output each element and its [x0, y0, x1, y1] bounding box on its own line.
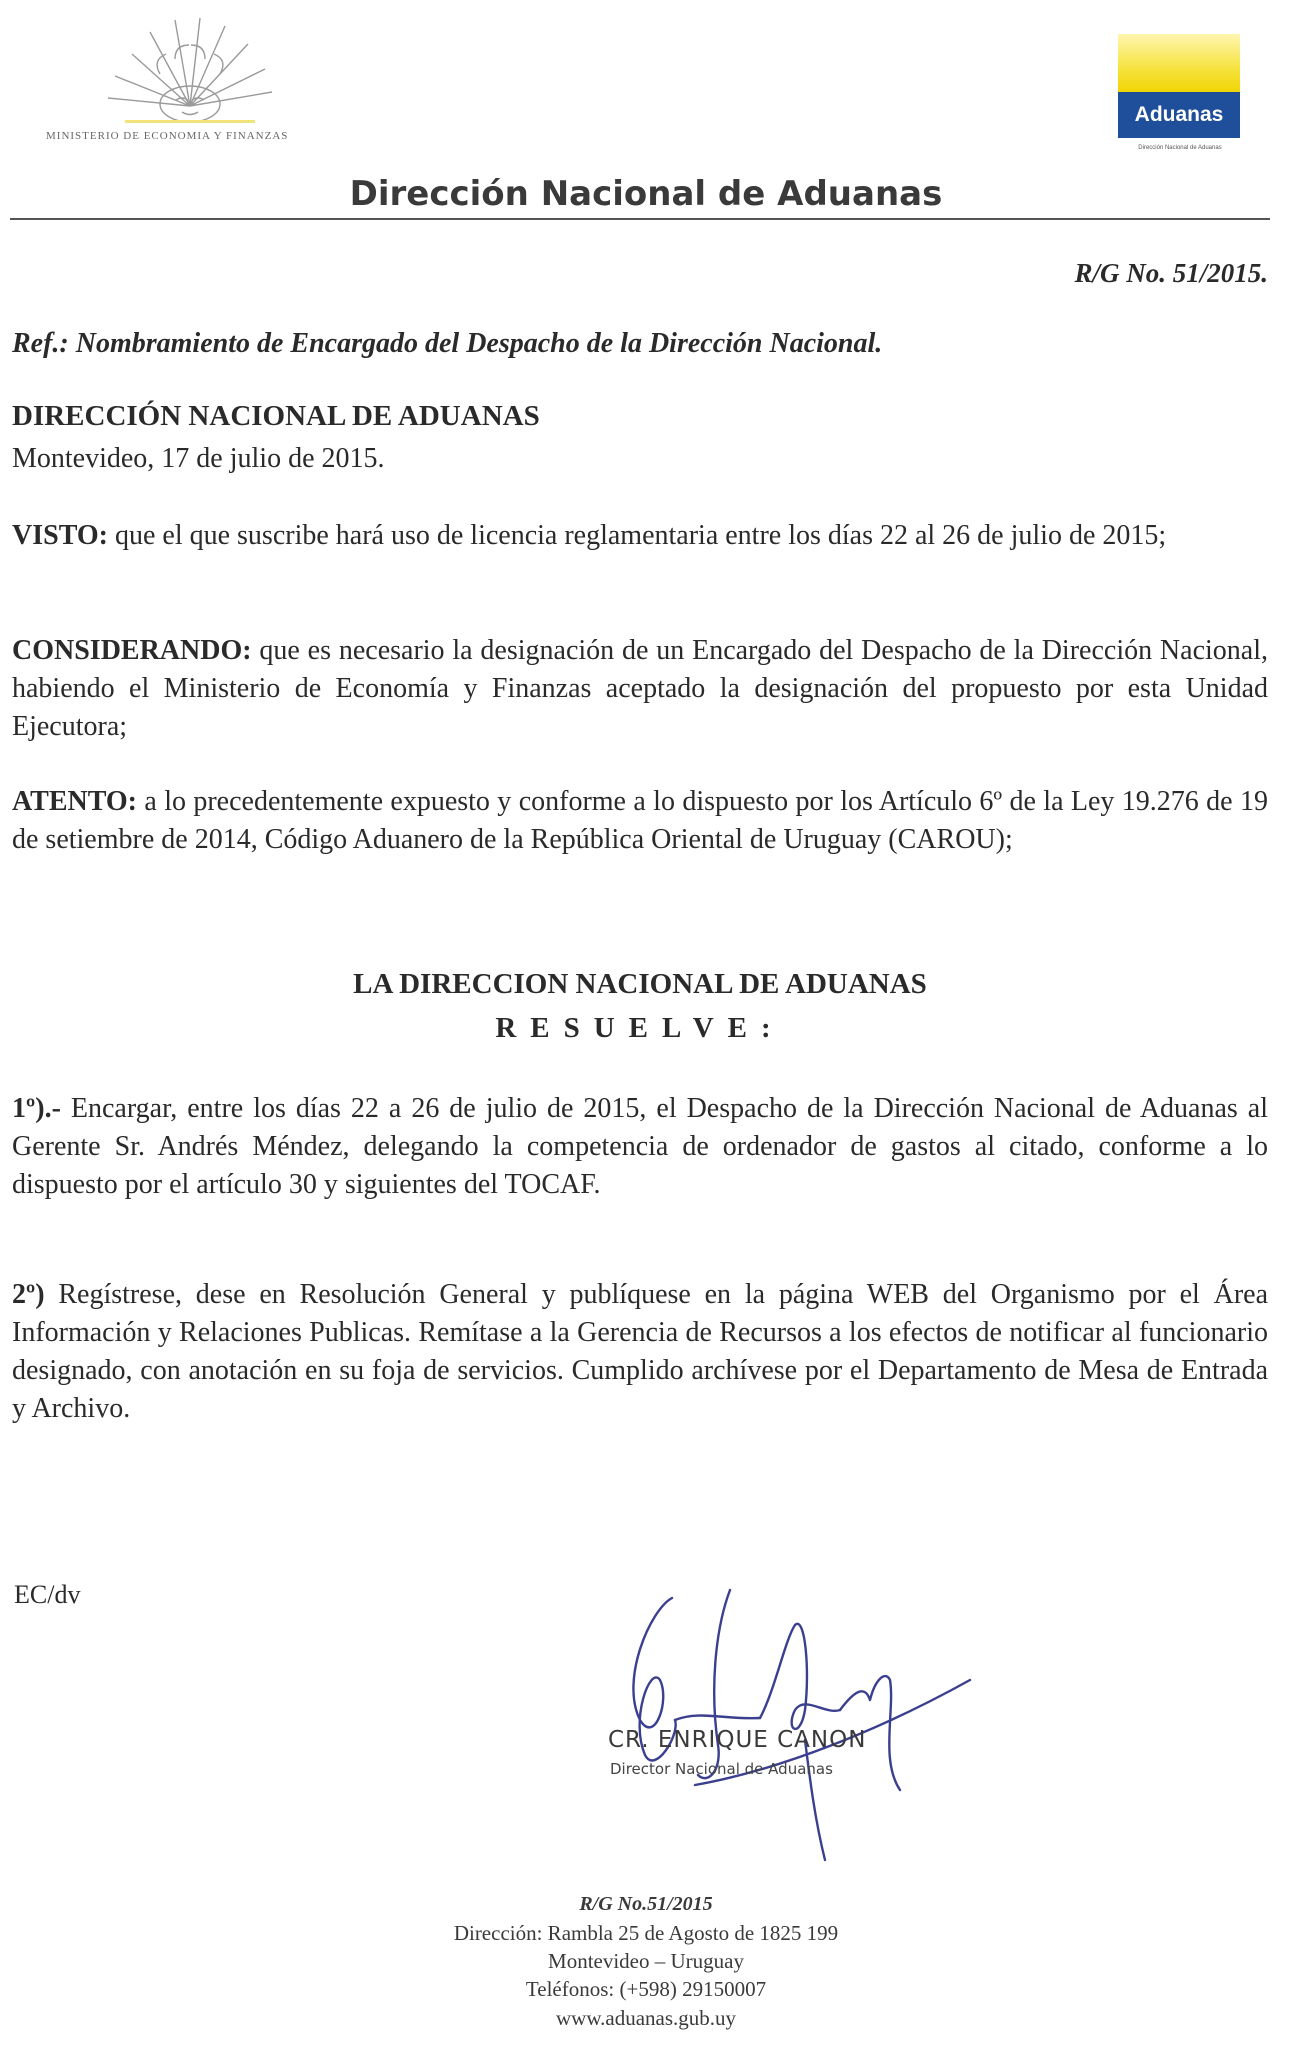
place-and-date: Montevideo, 17 de julio de 2015.: [12, 443, 385, 474]
ministry-sun-logo: [40, 14, 340, 144]
resolve-word: RESUELVE:: [495, 1012, 785, 1044]
handwritten-signature: [600, 1570, 980, 1870]
visto-paragraph: [12, 517, 1268, 555]
considerando-paragraph: [12, 632, 1268, 746]
article-2-text: Regístrese, dese en Resolución General y publíquese en la página WEB del Organismo por el Área Información y Relaciones Publicas. Remítase a la Gerencia de Recursos a los efectos de notificar al funcionario designado, con anotación en su foja de servicios. Cumplido archívese por el Departamento de Mesa de Entrada y Archivo.: [12, 1279, 1268, 1424]
issuer-heading: DIRECCIÓN NACIONAL DE ADUANAS: [12, 400, 540, 432]
initials: EC/dv: [14, 1580, 81, 1609]
visto-label: VISTO:: [12, 520, 108, 551]
atento-text: a lo precedentemente expuesto y conforme a lo dispuesto por los Artículo 6º de la Ley 19.276 de 19 de setiembre de 2014, Código Aduanero de la República Oriental de Uruguay (CAROU);: [12, 786, 1268, 855]
atento-label: ATENTO:: [12, 786, 137, 817]
aduanas-logo-text: Aduanas: [1118, 92, 1240, 138]
footer-city: Montevideo – Uruguay: [548, 1949, 744, 1973]
signer-title: Director Nacional de Aduanas: [610, 1760, 833, 1778]
resolution-number: R/G No. 51/2015.: [1074, 258, 1268, 288]
article-2-paragraph: [12, 1276, 1268, 1428]
article-1-paragraph: [12, 1090, 1268, 1204]
footer-address: Dirección: Rambla 25 de Agosto de 1825 199: [453, 1921, 839, 1945]
article-1-text: Encargar, entre los días 22 a 26 de julio de 2015, el Despacho de la Dirección Nacional de Aduanas al Gerente Sr. Andrés Méndez, delegando la competencia de ordenador de gastos al citado, conforme a lo dispuesto por el artículo 30 y siguientes del TOCAF.: [12, 1093, 1268, 1200]
footer-resolution-number: R/G No.51/2015: [579, 1893, 713, 1915]
article-1-label: 1º).-: [12, 1093, 61, 1124]
resolve-heading: LA DIRECCION NACIONAL DE ADUANAS: [353, 968, 927, 1000]
ministry-name: MINISTERIO DE ECONOMIA Y FINANZAS: [46, 130, 289, 142]
aduanas-logo-subtext: Dirección Nacional de Aduanas: [1138, 145, 1222, 151]
aduanas-logo-yellow-band: [1118, 34, 1240, 94]
considerando-text: que es necesario la designación de un Encargado del Despacho de la Dirección Nacional, habiendo el Ministerio de Economía y Finanzas aceptado la designación del propuesto por esta Unidad Ejecutora;: [12, 635, 1268, 742]
reference-line: Ref.: Nombramiento de Encargado del Despacho de la Dirección Nacional.: [12, 328, 883, 359]
header-divider: [10, 218, 1270, 220]
header-title: Dirección Nacional de Aduanas: [349, 174, 943, 214]
article-2-label: 2º): [12, 1279, 45, 1310]
atento-paragraph: [12, 783, 1268, 859]
footer-website: www.aduanas.gub.uy: [555, 2006, 737, 2030]
signer-name: CR. ENRIQUE CANON: [608, 1727, 867, 1753]
considerando-label: CONSIDERANDO:: [12, 635, 252, 666]
aduanas-logo: [1118, 34, 1240, 142]
visto-text: que el que suscribe hará uso de licencia reglamentaria entre los días 22 al 26 de julio de 2015;: [107, 520, 1167, 551]
footer-phone: Teléfonos: (+598) 29150007: [525, 1977, 767, 2001]
